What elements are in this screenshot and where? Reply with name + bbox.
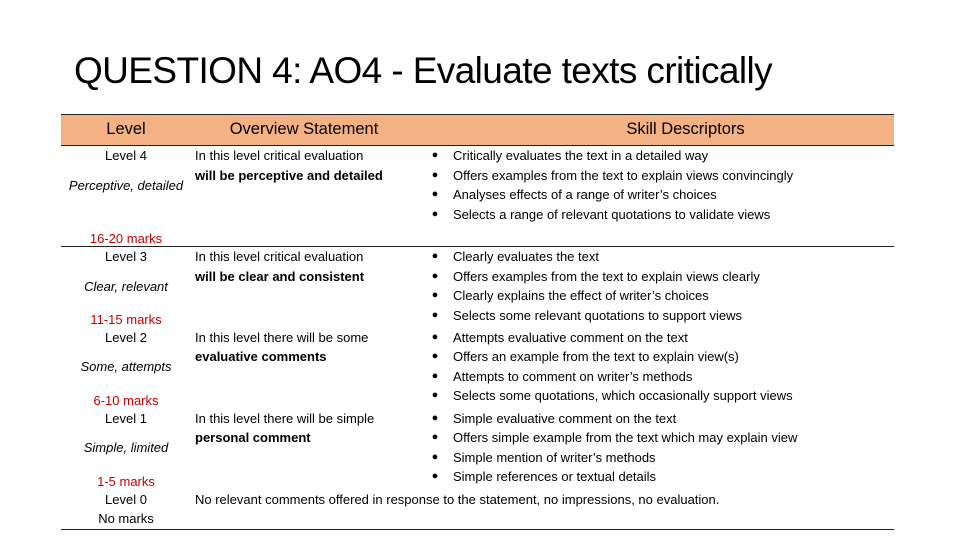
bullet-icon: ●	[431, 389, 439, 401]
table-row	[61, 247, 894, 328]
bullet-icon: ●	[431, 188, 439, 200]
level-descriptor: Simple, limited	[83, 440, 169, 455]
skill-descriptor: Clearly evaluates the text	[453, 249, 599, 264]
overview-text: In this level there will be simple	[195, 410, 375, 426]
overview-text: In this level there will be some	[195, 329, 369, 345]
level-label: Level 2	[105, 329, 147, 345]
bullet-icon: ●	[431, 411, 439, 424]
list-item	[417, 448, 894, 468]
level-label: Level 1	[105, 410, 147, 426]
skill-descriptor: Simple evaluative comment on the text	[453, 410, 677, 426]
skills-list	[417, 409, 894, 487]
bullet-icon: ●	[431, 269, 439, 282]
bullet-icon: ●	[431, 470, 439, 482]
skill-descriptor: Offers examples from the text to explain views convincingly	[453, 167, 794, 183]
list-item	[417, 146, 894, 166]
list-item	[417, 267, 894, 287]
level-0-statement-cell	[191, 490, 894, 530]
list-item	[417, 467, 894, 487]
skill-descriptor: Simple references or textual details	[453, 469, 657, 484]
bullet-icon: ●	[431, 250, 439, 262]
table-row	[61, 409, 894, 490]
header-overview: Overview Statement	[191, 115, 417, 146]
skill-descriptor: Critically evaluates the text in a detailed way	[453, 148, 709, 163]
level-descriptor: Some, attempts	[80, 359, 172, 374]
bullet-icon: ●	[431, 289, 439, 301]
list-item	[417, 367, 894, 387]
bullet-icon: ●	[431, 369, 439, 382]
level-cell	[61, 490, 191, 530]
skill-descriptor: Selects some quotations, which occasionally support views	[453, 388, 793, 403]
skill-descriptor: Analyses effects of a range of writer’s choices	[453, 187, 717, 202]
skills-list	[417, 247, 894, 325]
skill-descriptor: Simple mention of writer’s methods	[453, 449, 656, 465]
bullet-icon: ●	[431, 431, 439, 443]
level-label: Level 0	[105, 491, 147, 507]
skill-descriptor: Selects some relevant quotations to support views	[453, 307, 743, 323]
bullet-icon: ●	[431, 168, 439, 181]
overview-cell	[191, 247, 417, 328]
level-cell	[61, 328, 191, 409]
level-label: Level 3	[105, 249, 147, 264]
table-row-level-0	[61, 490, 894, 530]
level-descriptor: Perceptive, detailed	[68, 177, 184, 193]
list-item	[417, 286, 894, 306]
skill-descriptor: Offers simple example from the text which may explain view	[453, 430, 798, 445]
skill-descriptor: Clearly explains the effect of writer’s choices	[453, 288, 709, 303]
list-item	[417, 166, 894, 186]
list-item	[417, 205, 894, 225]
overview-emphasis: will be clear and consistent	[195, 268, 365, 284]
list-item	[417, 428, 894, 448]
skills-cell	[417, 146, 894, 247]
skills-cell	[417, 328, 894, 409]
header-skills: Skill Descriptors	[417, 115, 894, 146]
list-item	[417, 247, 894, 267]
list-item	[417, 328, 894, 348]
skills-cell	[417, 247, 894, 328]
level-cell	[61, 247, 191, 328]
overview-emphasis: will be perceptive and detailed	[195, 167, 383, 183]
list-item	[417, 347, 894, 367]
level-cell	[61, 146, 191, 247]
list-item	[417, 409, 894, 429]
overview-text: In this level critical evaluation	[195, 148, 364, 163]
table-header-row	[61, 115, 894, 146]
skills-cell	[417, 409, 894, 490]
page-title: QUESTION 4: AO4 - Evaluate texts critically	[74, 50, 772, 91]
overview-cell	[191, 409, 417, 490]
mark-scheme-table	[61, 114, 894, 530]
level-descriptor: Clear, relevant	[84, 278, 168, 294]
overview-cell	[191, 146, 417, 247]
overview-text: In this level critical evaluation	[195, 249, 364, 264]
level-marks: 6-10 marks	[93, 393, 159, 408]
level-label: Level 4	[105, 148, 147, 163]
list-item	[417, 185, 894, 205]
table-row	[61, 328, 894, 409]
bullet-icon: ●	[431, 308, 439, 321]
bullet-icon: ●	[431, 207, 439, 220]
bullet-icon: ●	[431, 450, 439, 463]
list-item	[417, 306, 894, 326]
level-marks: 11-15 marks	[90, 312, 162, 327]
list-item	[417, 386, 894, 406]
skills-list	[417, 328, 894, 406]
skill-descriptor: Offers examples from the text to explain views clearly	[453, 268, 760, 284]
overview-cell	[191, 328, 417, 409]
skill-descriptor: Attempts to comment on writer’s methods	[453, 368, 693, 384]
level-cell	[61, 409, 191, 490]
level-marks: 16-20 marks	[89, 230, 163, 246]
bullet-icon: ●	[431, 149, 439, 161]
level-marks: 1-5 marks	[97, 474, 155, 489]
skills-list	[417, 146, 894, 224]
bullet-icon: ●	[431, 330, 439, 343]
skill-descriptor: Attempts evaluative comment on the text	[453, 329, 688, 345]
overview-emphasis: evaluative comments	[195, 349, 327, 364]
table-row	[61, 146, 894, 247]
level-marks: No marks	[98, 511, 154, 526]
skill-descriptor: Selects a range of relevant quotations to validate views	[453, 206, 771, 222]
bullet-icon: ●	[431, 350, 439, 362]
level-0-statement: No relevant comments offered in response to the statement, no impressions, no evaluation.	[195, 491, 720, 507]
skill-descriptor: Offers an example from the text to explain view(s)	[453, 349, 739, 364]
header-level: Level	[61, 115, 191, 146]
overview-emphasis: personal comment	[195, 430, 311, 445]
